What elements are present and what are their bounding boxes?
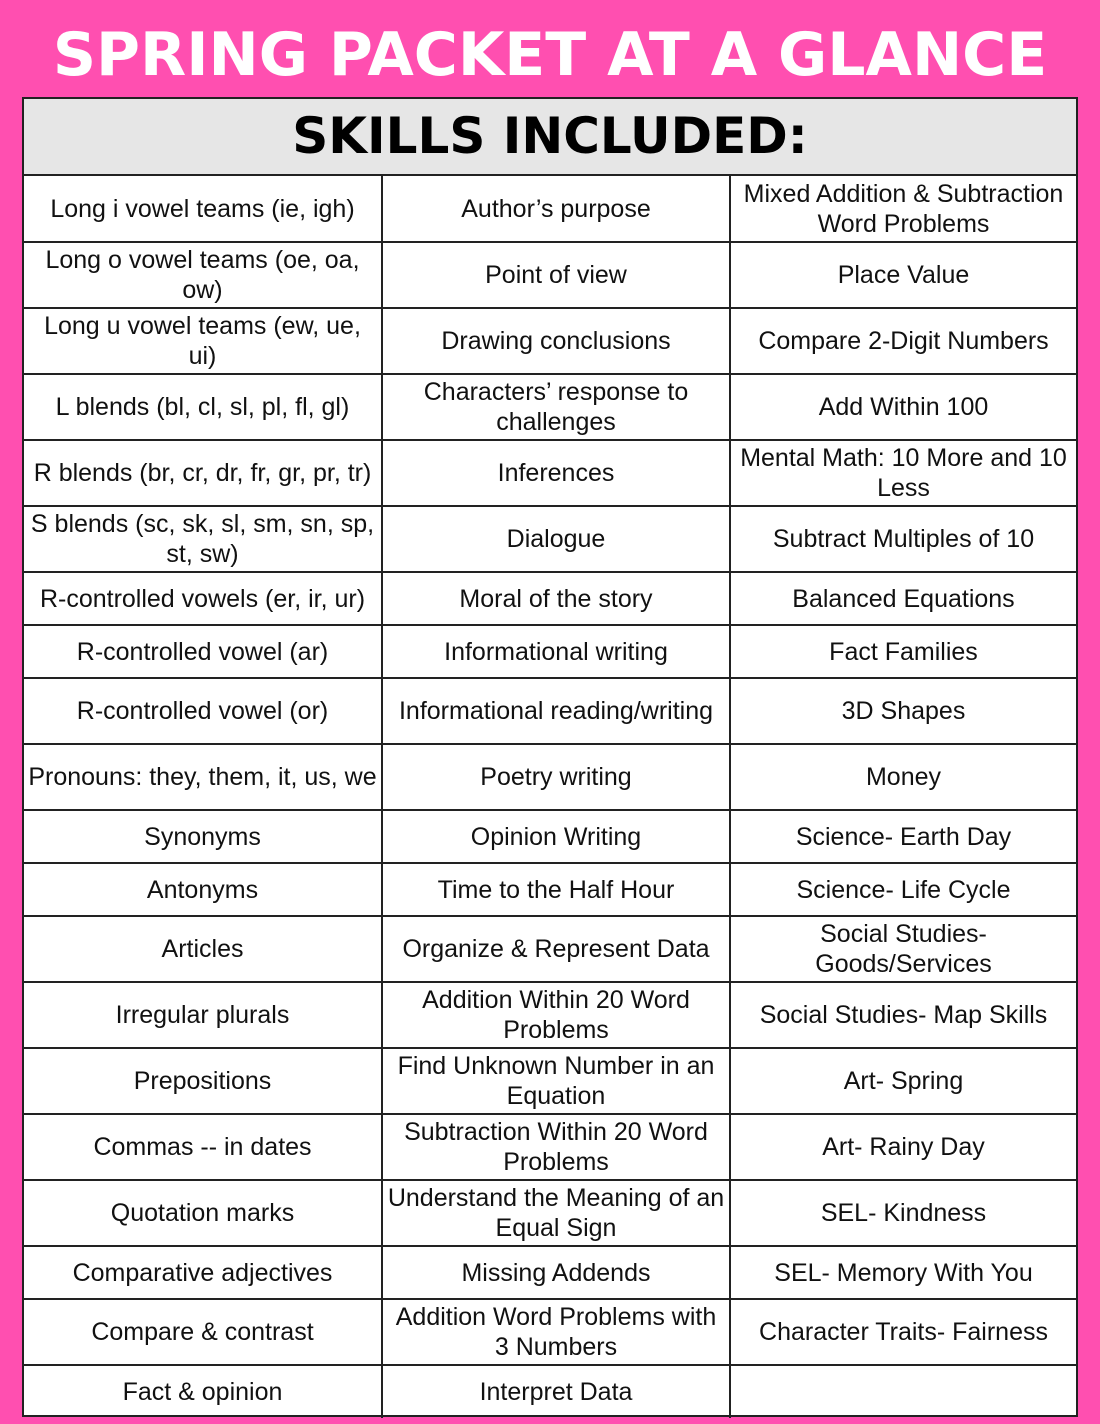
skill-cell: R-controlled vowel (ar) <box>24 625 382 678</box>
skill-cell: Social Studies- Goods/Services <box>730 916 1076 982</box>
skills-sheet <box>22 97 1078 1417</box>
skill-cell: Compare 2-Digit Numbers <box>730 308 1076 374</box>
table-row <box>24 625 1076 678</box>
skill-cell: S blends (sc, sk, sl, sm, sn, sp, st, sw) <box>24 506 382 572</box>
skill-cell: Point of view <box>382 242 730 308</box>
table-row <box>24 810 1076 863</box>
skill-cell: Antonyms <box>24 863 382 916</box>
skill-cell: Synonyms <box>24 810 382 863</box>
skill-cell: Moral of the story <box>382 572 730 625</box>
skill-cell <box>730 1365 1076 1418</box>
table-row <box>24 374 1076 440</box>
table-row <box>24 744 1076 810</box>
skill-cell: Inferences <box>382 440 730 506</box>
skill-cell: Mixed Addition & Subtraction Word Problems <box>730 176 1076 242</box>
skill-cell: Find Unknown Number in an Equation <box>382 1048 730 1114</box>
table-row <box>24 506 1076 572</box>
skill-cell: SEL- Kindness <box>730 1180 1076 1246</box>
table-row <box>24 863 1076 916</box>
skill-cell: Addition Word Problems with 3 Numbers <box>382 1299 730 1365</box>
skill-cell: Social Studies- Map Skills <box>730 982 1076 1048</box>
skill-cell: R-controlled vowel (or) <box>24 678 382 744</box>
skill-cell: Author’s purpose <box>382 176 730 242</box>
table-row <box>24 1299 1076 1365</box>
skill-cell: SEL- Memory With You <box>730 1246 1076 1299</box>
skill-cell: R-controlled vowels (er, ir, ur) <box>24 572 382 625</box>
skill-cell: Fact & opinion <box>24 1365 382 1418</box>
skill-cell: Mental Math: 10 More and 10 Less <box>730 440 1076 506</box>
skill-cell: Commas -- in dates <box>24 1114 382 1180</box>
skill-cell: Drawing conclusions <box>382 308 730 374</box>
table-row <box>24 678 1076 744</box>
table-row <box>24 572 1076 625</box>
skill-cell: Science- Earth Day <box>730 810 1076 863</box>
table-row <box>24 916 1076 982</box>
skill-cell: Articles <box>24 916 382 982</box>
skill-cell: Interpret Data <box>382 1365 730 1418</box>
skill-cell: Informational reading/writing <box>382 678 730 744</box>
table-row <box>24 440 1076 506</box>
skill-cell: Quotation marks <box>24 1180 382 1246</box>
skill-cell: Comparative adjectives <box>24 1246 382 1299</box>
skill-cell: Subtraction Within 20 Word Problems <box>382 1114 730 1180</box>
table-row <box>24 1365 1076 1418</box>
skill-cell: Pronouns: they, them, it, us, we <box>24 744 382 810</box>
skill-cell: Add Within 100 <box>730 374 1076 440</box>
page-title: SPRING PACKET AT A GLANCE <box>52 20 1048 90</box>
skill-cell: Time to the Half Hour <box>382 863 730 916</box>
table-row <box>24 982 1076 1048</box>
skill-cell: Fact Families <box>730 625 1076 678</box>
table-row <box>24 176 1076 242</box>
skill-cell: 3D Shapes <box>730 678 1076 744</box>
skill-cell: R blends (br, cr, dr, fr, gr, pr, tr) <box>24 440 382 506</box>
skill-cell: Irregular plurals <box>24 982 382 1048</box>
skill-cell: Poetry writing <box>382 744 730 810</box>
skill-cell: Informational writing <box>382 625 730 678</box>
skill-cell: Character Traits- Fairness <box>730 1299 1076 1365</box>
skill-cell: Place Value <box>730 242 1076 308</box>
skill-cell: Missing Addends <box>382 1246 730 1299</box>
skill-cell: Compare & contrast <box>24 1299 382 1365</box>
table-row <box>24 1048 1076 1114</box>
skill-cell: Art- Spring <box>730 1048 1076 1114</box>
skill-cell: Long o vowel teams (oe, oa, ow) <box>24 242 382 308</box>
skill-cell: Art- Rainy Day <box>730 1114 1076 1180</box>
table-row <box>24 308 1076 374</box>
skill-cell: L blends (bl, cl, sl, pl, fl, gl) <box>24 374 382 440</box>
skill-cell: Long u vowel teams (ew, ue, ui) <box>24 308 382 374</box>
skill-cell: Organize & Represent Data <box>382 916 730 982</box>
skill-cell: Addition Within 20 Word Problems <box>382 982 730 1048</box>
skill-cell: Understand the Meaning of an Equal Sign <box>382 1180 730 1246</box>
skill-cell: Opinion Writing <box>382 810 730 863</box>
skill-cell: Money <box>730 744 1076 810</box>
skill-cell: Dialogue <box>382 506 730 572</box>
skills-heading: SKILLS INCLUDED: <box>24 99 1076 176</box>
table-row <box>24 242 1076 308</box>
table-row <box>24 1180 1076 1246</box>
skill-cell: Balanced Equations <box>730 572 1076 625</box>
skill-cell: Science- Life Cycle <box>730 863 1076 916</box>
skill-cell: Subtract Multiples of 10 <box>730 506 1076 572</box>
table-row <box>24 1246 1076 1299</box>
skill-cell: Characters’ response to challenges <box>382 374 730 440</box>
skill-cell: Long i vowel teams (ie, igh) <box>24 176 382 242</box>
skills-table <box>24 176 1076 1418</box>
skill-cell: Prepositions <box>24 1048 382 1114</box>
table-row <box>24 1114 1076 1180</box>
